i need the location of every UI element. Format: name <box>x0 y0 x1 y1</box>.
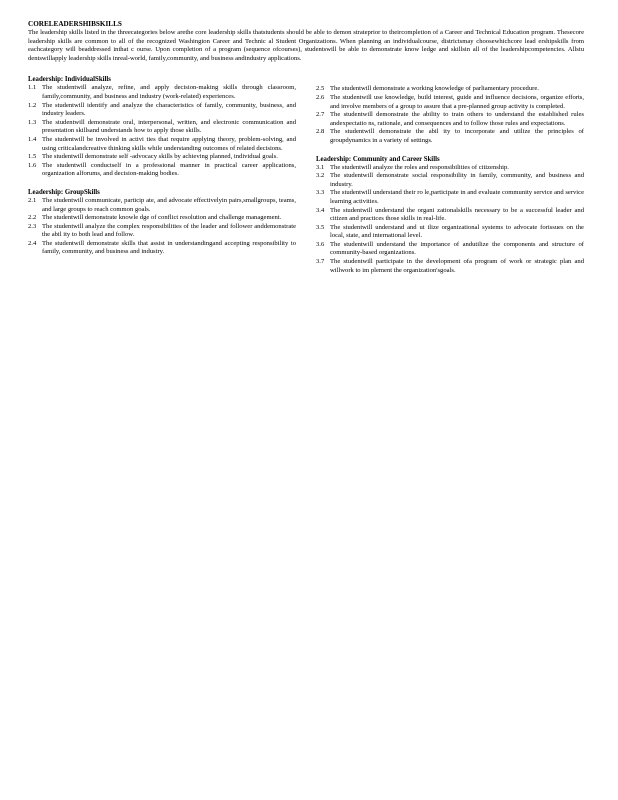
skill-text: The studentwill demonstrate oral, interpersonal, written, and electronic communication and presentation skillsand understands how to apply those skills. <box>42 118 296 135</box>
skill-text: The studentwill analyze the complex responsibilities of the leader and follower anddemonstrate the abil ity to both lead and follow. <box>42 222 296 239</box>
skill-number: 3.1 <box>316 163 325 171</box>
section-group-continued <box>316 85 584 145</box>
skill-number: 3.3 <box>316 189 325 197</box>
skill-number: 2.4 <box>28 239 37 247</box>
skill-number: 2.5 <box>316 85 325 93</box>
section-heading: Leadership: IndividualSkills <box>28 76 111 84</box>
skill-number: 1.2 <box>28 101 37 109</box>
skill-number: 1.3 <box>28 118 37 126</box>
skill-text: The studentwill communicate, particip ate, and advocate effectivelyin pairs,smallgroups, teams, and large groups to reach common goals. <box>42 196 296 213</box>
skill-text: The studentwill conductself in a professional manner in practical career applications, organization alforums, and decision-making bodies. <box>42 161 296 178</box>
skill-item <box>28 162 296 179</box>
skill-item <box>28 136 296 153</box>
skill-number: 2.2 <box>28 214 37 222</box>
section-heading: Leadership: Community and Career Skills <box>316 155 440 163</box>
skill-list <box>316 164 584 276</box>
skill-text: The studentwill demonstrate knowle dge of conflict resolution and challenge management. <box>42 214 282 222</box>
skill-text: The studentwill understand and ut ilize organizational systems to advocate forissues on the local, state, and international level. <box>330 223 584 240</box>
two-column-body <box>28 75 584 284</box>
skill-item <box>28 223 296 240</box>
skill-list <box>316 85 584 145</box>
right-column <box>316 85 584 284</box>
skill-text: The studentwill understand their ro le,participate in and evaluate community service and service learning activities. <box>330 189 584 205</box>
skill-item <box>28 214 296 223</box>
skill-item <box>316 164 584 173</box>
skill-number: 2.1 <box>28 196 37 204</box>
skill-item <box>28 102 296 119</box>
skill-text: The studentwill demonstrate a working knowledge of parliamentary procedure. <box>330 85 539 93</box>
skill-text: The studentwill analyze the roles and responsibilities of citizenship. <box>330 163 509 171</box>
skill-item <box>316 224 584 241</box>
skill-number: 1.5 <box>28 153 37 161</box>
skill-text: The studentwill use knowledge, build interest, guide and influence decisions, organize efforts, and involve members of a group to assure that a pre-planned group activity is completed. <box>330 93 584 110</box>
left-column <box>28 75 296 284</box>
skill-item <box>316 189 584 206</box>
skill-number: 2.6 <box>316 93 325 101</box>
skill-item <box>316 172 584 189</box>
skill-item <box>316 128 584 145</box>
skill-number: 3.7 <box>316 258 325 266</box>
skill-number: 2.8 <box>316 128 325 136</box>
skill-text: The studentwill demonstrate social responsibility in family, community, and business and industry. <box>330 172 584 188</box>
skill-item <box>316 241 584 258</box>
skill-number: 2.7 <box>316 111 325 119</box>
skill-text: The studentwill understand the organi zationalskills necessary to be a successful leader and citizen and practices those skills in real-life. <box>330 206 584 223</box>
skill-text: The studentwill understand the importance of andutilize the components and structure of community-based organizations. <box>330 240 584 257</box>
skill-item <box>28 119 296 136</box>
skill-item <box>316 258 584 275</box>
skill-item <box>28 84 296 101</box>
skill-number: 1.4 <box>28 135 37 143</box>
skill-item <box>316 111 584 128</box>
skill-item <box>28 197 296 214</box>
skill-text: The studentwill analyze, refine, and apply decision-making skills through classroom, family,community, and business and industry (work-related) experiences. <box>42 84 296 100</box>
skill-item <box>316 207 584 224</box>
skill-text: The studentwill demonstrate the abil ity to incorporate and utilize the principles of groupdynamics in a variety of settings. <box>330 128 584 144</box>
skill-text: The studentwill participate in the development ofa program of work or strategic plan and willwork to im plement the organization'sgoals. <box>330 258 584 274</box>
skill-item <box>28 240 296 257</box>
skill-number: 3.2 <box>316 172 325 180</box>
skill-number: 2.3 <box>28 222 37 230</box>
skill-text: The studentwill be involved in activi ties that require applying theory, problem-solving, and using criticalandcreative thinking skills while understanding outcomes of related decisions. <box>42 135 296 152</box>
skill-text: The studentwill identify and analyze the characteristics of family, community, business, and industry leaders. <box>42 101 296 118</box>
skill-number: 1.1 <box>28 84 37 92</box>
skill-text: The studentwill demonstrate skills that assist in understandingand accepting responsibility to family, community, and business and industry. <box>42 239 296 256</box>
skill-item <box>316 94 584 111</box>
skill-text: The studentwill demonstrate the ability to train others to understand the established rules andexpectatio ns, rationale, and consequences and to follow those rules and expectations. <box>330 111 584 127</box>
skill-number: 3.6 <box>316 240 325 248</box>
skill-list <box>28 84 296 179</box>
skill-item <box>316 85 584 94</box>
skill-number: 3.4 <box>316 206 325 214</box>
document-title: CORELEADERSHIBSKILLS <box>28 20 122 28</box>
skill-number: 3.5 <box>316 223 325 231</box>
skill-text: The studentwill demonstrate self -advocacy skills by achieving planned, individual goals. <box>42 153 278 161</box>
section-heading: Leadership: GroupSkills <box>28 188 100 196</box>
skill-item <box>28 153 296 162</box>
section-group <box>28 188 296 257</box>
skill-number: 1.6 <box>28 161 37 169</box>
skill-list <box>28 197 296 257</box>
section-community <box>316 155 584 276</box>
section-individual <box>28 75 296 179</box>
intro-paragraph: The leadership skills listed in the threecategories below arethe core leadership skills thatstudents should be able to demon strateprior to theircompletion of a Career and Technical Education program. Thesecore leadership skills are common to all of the recognized Washington Career and Technic al Student Organizations. When planning an individualcourse, districtsmay choosewhichcore lead ershipskills from eachcategory will beaddressed inthat c ourse. Upon completion of a program (sequence ofcourses), studentswill be able to demonstrate know ledge and skillsin all of the leadershipcompetencies. Allstu dentswillapply leadership skills inreal-world, family,community, and business andindustry applications. <box>28 29 584 62</box>
